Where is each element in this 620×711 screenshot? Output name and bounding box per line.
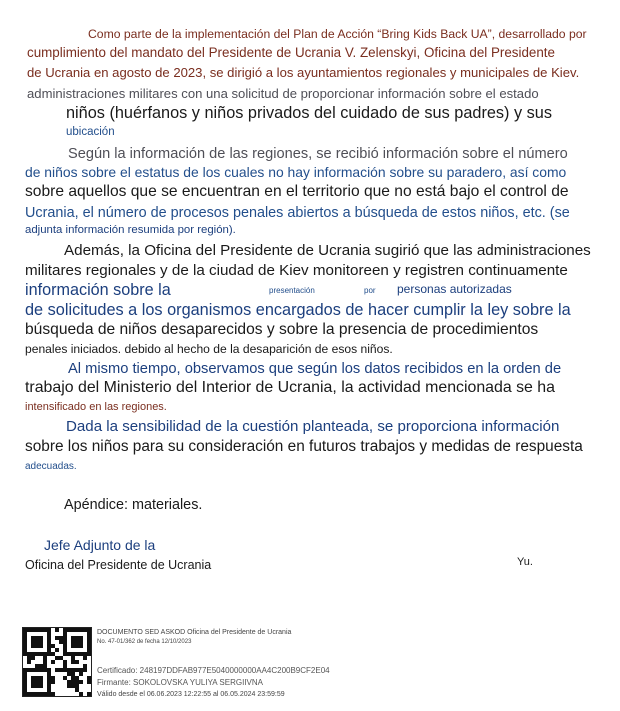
p2-line-4: Ucrania, el número de procesos penales abiertos a búsqueda de estos niños, etc. (se (25, 205, 570, 221)
signer-title-line-1: Jefe Adjunto de la (44, 537, 156, 553)
stamp-certificate: Certificado: 248197DDFAB977E5040000000AA4C200B9CF2E04 (97, 666, 330, 675)
p5-line-3: adecuadas. (25, 461, 77, 472)
p3-line-3-a: información sobre la (25, 281, 171, 299)
p1-line-4: administraciones militares con una solicitud de proporcionar información sobre el estado (27, 86, 539, 101)
p1-line-3: de Ucrania en agosto de 2023, se dirigió a los ayuntamientos regionales y municipales de Kiev. (27, 65, 580, 80)
p3-line-3-c: por (364, 286, 376, 295)
stamp-signer: Firmante: SOKOLOVSKA YULIYA SERGIIVNA (97, 678, 263, 687)
p1-line-2: cumplimiento del mandato del Presidente de Ucrania V. Zelenskyi, Oficina del Presidente (27, 45, 555, 60)
p3-line-5: búsqueda de niños desaparecidos y sobre la presencia de procedimientos (25, 321, 539, 338)
stamp-header: DOCUMENTO SED ASKOD Oficina del Presidente de Ucrania (97, 629, 292, 636)
p5-line-1: Dada la sensibilidad de la cuestión planteada, se proporciona información (66, 418, 560, 435)
signer-name: Yu. (517, 556, 533, 568)
p3-line-3-b: presentación (269, 286, 315, 295)
signer-title-line-2: Oficina del Presidente de Ucrania (25, 558, 212, 572)
p3-line-1: Además, la Oficina del Presidente de Ucrania sugirió que las administraciones (64, 242, 591, 259)
stamp-validity: Válido desde el 06.06.2023 12:22:55 al 06.05.2024 23:59:59 (97, 691, 285, 698)
p1-line-1: Como parte de la implementación del Plan de Acción “Bring Kids Back UA”, desarrollado por (88, 27, 587, 41)
qr-code-icon (22, 627, 92, 697)
p3-line-3-d: personas autorizadas (397, 282, 512, 296)
p2-line-5: adjunta información resumida por región). (25, 224, 236, 236)
p4-line-1: Al mismo tiempo, observamos que según los datos recibidos en la orden de (68, 361, 562, 377)
stamp-reg-number: No. 47-01/362 de fecha 12/10/2023 (97, 639, 192, 645)
p3-line-4: de solicitudes a los organismos encargados de hacer cumplir la ley sobre la (25, 301, 571, 319)
p2-line-1: Según la información de las regiones, se recibió información sobre el número (68, 146, 568, 162)
p5-line-2: sobre los niños para su consideración en futuros trabajos y medidas de respuesta (25, 438, 583, 455)
p4-line-2: trabajo del Ministerio del Interior de Ucrania, la actividad mencionada se ha (25, 379, 555, 396)
p1-line-6: ubicación (66, 126, 115, 138)
p3-line-2: militares regionales y de la ciudad de Kiev monitoreen y registren continuamente (25, 262, 568, 279)
p2-line-3: sobre aquellos que se encuentran en el territorio que no está bajo el control de (25, 183, 569, 200)
p1-line-5: niños (huérfanos y niños privados del cuidado de sus padres) y sus (66, 104, 553, 122)
p4-line-3: intensificado en las regiones. (25, 401, 167, 413)
appendix-note: Apéndice: materiales. (64, 497, 203, 513)
p2-line-2: de niños sobre el estatus de los cuales no hay información sobre su paradero, así como (25, 164, 567, 180)
p3-line-6: penales iniciados. debido al hecho de la desaparición de esos niños. (25, 342, 393, 356)
